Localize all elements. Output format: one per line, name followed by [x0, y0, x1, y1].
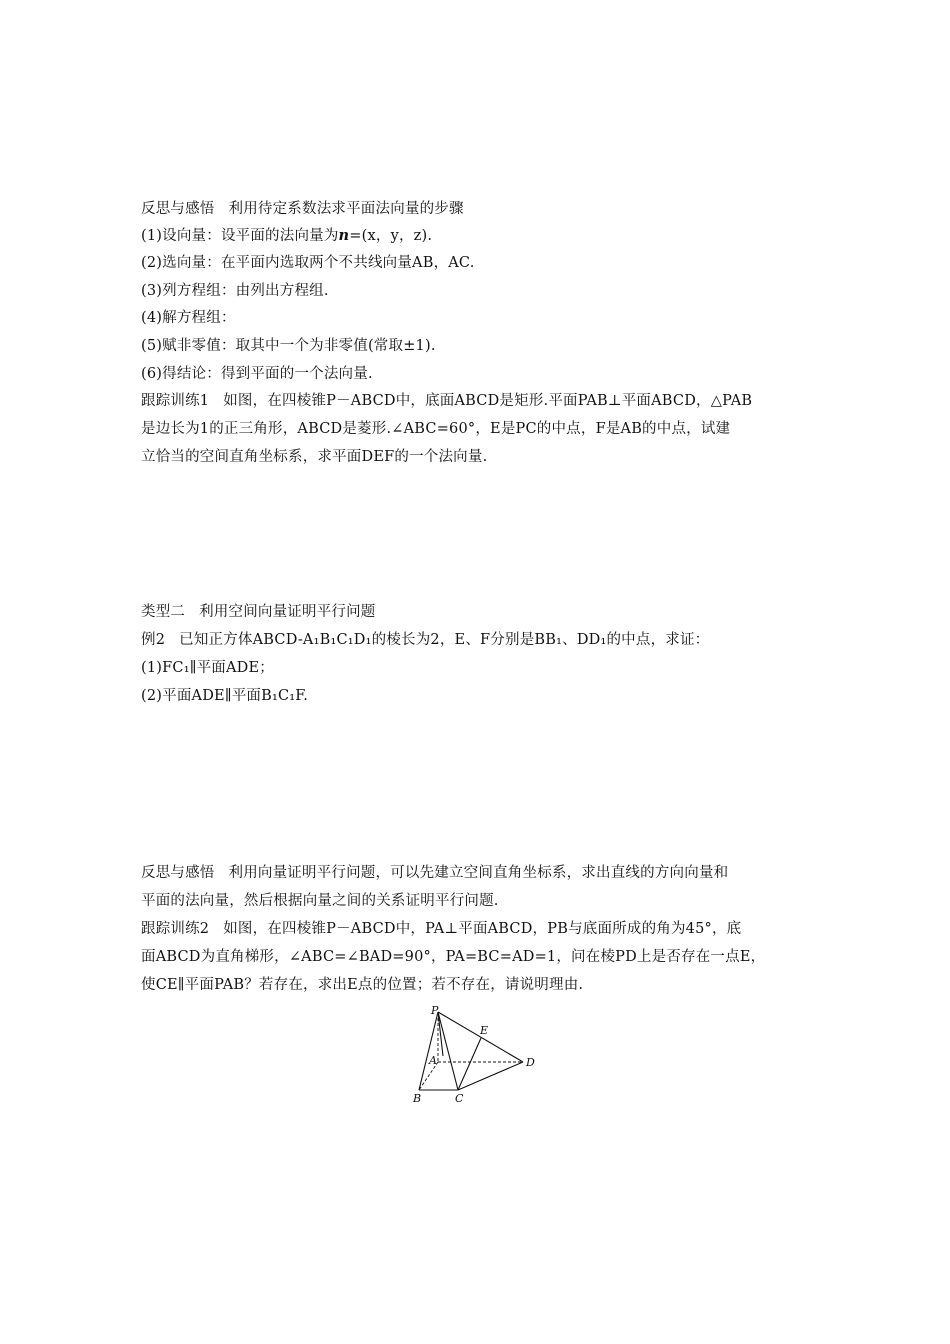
track-training-2-line2: 面ABCD为直角梯形，∠ABC=∠BAD=90°，PA=BC=AD=1，问在棱PD上是否存在一点E， — [141, 949, 766, 965]
step-6: (6)得结论：得到平面的一个法向量. — [141, 366, 373, 382]
reflection-label: 反思与感悟 — [141, 201, 215, 217]
example-2-label: 例2 — [141, 632, 166, 648]
pyramid-figure — [405, 1004, 555, 1104]
track-training-2-label: 跟踪训练2 — [141, 921, 210, 937]
step-3: (3)列方程组：由列出方程组. — [141, 283, 329, 299]
label-P: P — [431, 1004, 439, 1017]
track-training-1-line1: 跟踪训练1 如图，在四棱锥P－ABCD中，底面ABCD是矩形.平面PAB⊥平面ABCD，△PAB — [141, 393, 753, 409]
label-B: B — [413, 1092, 422, 1104]
track-training-1-line2: 是边长为1的正三角形，ABCD是菱形.∠ABC=60°，E是PC的中点，F是AB的中点，试建 — [141, 421, 731, 437]
track-training-2-line3: 使CE∥平面PAB？若存在，求出E点的位置；若不存在，请说明理由. — [141, 977, 584, 993]
edge-PD — [438, 1012, 523, 1062]
step-4: (4)解方程组： — [141, 310, 236, 326]
example-2-item-1: (1)FC₁∥平面ADE； — [141, 660, 274, 676]
segment-PA-upper — [438, 1012, 443, 1056]
label-A: A — [429, 1054, 437, 1067]
reflection-2-line1: 反思与感悟 利用向量证明平行问题，可以先建立空间直角坐标系，求出直线的方向向量和 — [141, 865, 729, 881]
segment-CE — [458, 1038, 481, 1090]
label-D: D — [526, 1056, 535, 1069]
type-two-title: 利用空间向量证明平行问题 — [199, 604, 376, 620]
step-2: (2)选向量：在平面内选取两个不共线向量AB，AC. — [141, 255, 475, 271]
track-training-1-line3: 立恰当的空间直角坐标系，求平面DEF的一个法向量. — [141, 449, 488, 465]
edge-PC — [438, 1012, 458, 1090]
step-1: (1)设向量：设平面的法向量为n=(x，y，z). — [141, 227, 433, 244]
reflection-title: 利用待定系数法求平面法向量的步骤 — [228, 201, 464, 217]
type-two-label: 类型二 — [141, 604, 186, 620]
track-training-2-line1: 跟踪训练2 如图，在四棱锥P－ABCD中，PA⊥平面ABCD，PB与底面所成的角为45°，底 — [141, 921, 742, 937]
track-training-1-label: 跟踪训练1 — [141, 393, 210, 409]
label-E: E — [480, 1024, 489, 1037]
type-two-heading — [141, 602, 821, 622]
reflection-heading-1 — [141, 199, 821, 219]
step-5: (5)赋非零值：取其中一个为非零值(常取±1). — [141, 338, 436, 354]
reflection-2-line2: 平面的法向量，然后根据向量之间的关系证明平行问题. — [141, 893, 499, 909]
normal-vector-n: n — [338, 227, 350, 244]
label-C: C — [455, 1092, 464, 1104]
example-2-item-2: (2)平面ADE∥平面B₁C₁F. — [141, 688, 309, 704]
reflection-label-2: 反思与感悟 — [141, 865, 215, 881]
example-2-statement: 例2 已知正方体ABCD-A₁B₁C₁D₁的棱长为2，E、F分别是BB₁、DD₁的中点，求证： — [141, 632, 710, 648]
edge-PB — [419, 1012, 438, 1090]
edge-CD — [458, 1062, 523, 1090]
